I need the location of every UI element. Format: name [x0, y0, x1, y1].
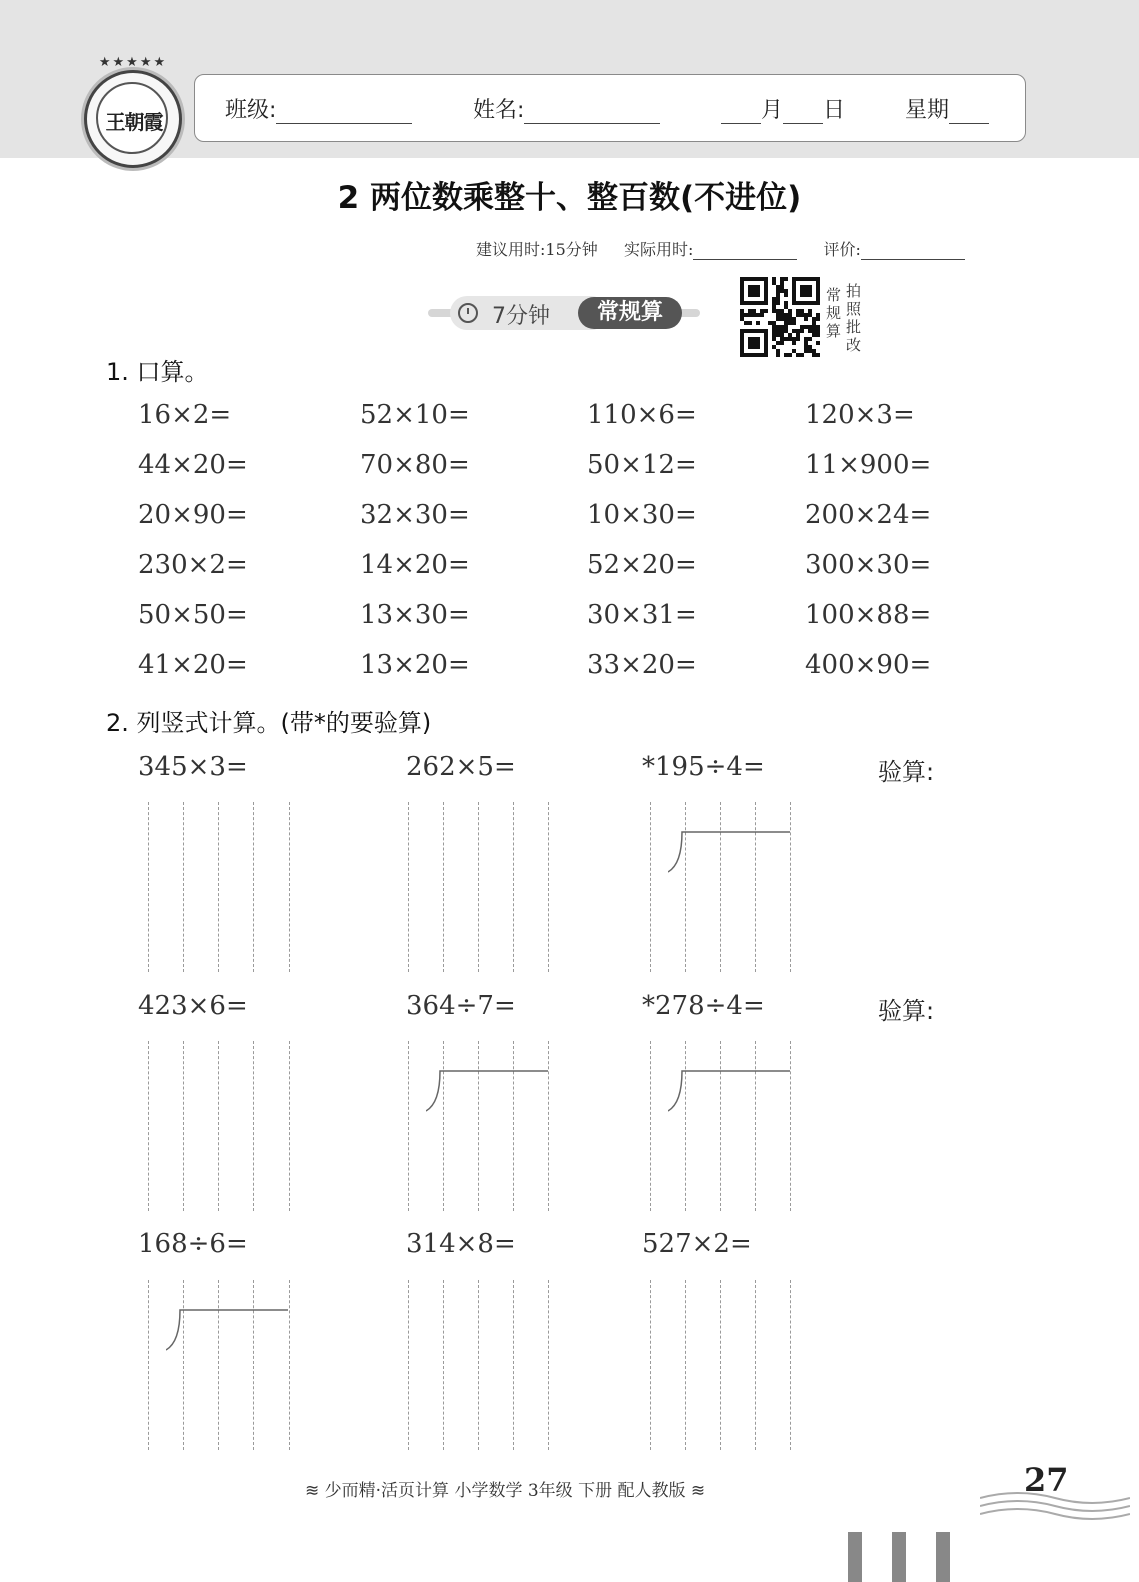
rating-blank[interactable]	[861, 241, 965, 260]
mental-math-problem: 50×12=	[587, 450, 697, 480]
workspace-guide-line	[218, 1280, 219, 1450]
page-number: 27	[1024, 1461, 1069, 1499]
workspace-guide-line	[685, 802, 686, 972]
badge-type: 常规算	[578, 297, 682, 329]
workspace-guide-line	[720, 1280, 721, 1450]
month-label: 月	[761, 98, 784, 123]
mental-math-problem: 33×20=	[587, 650, 697, 680]
workspace-guide-line	[755, 1041, 756, 1211]
mental-math-problem: 30×31=	[587, 600, 697, 630]
mental-math-problem: 110×6=	[587, 400, 697, 430]
workspace-guide-line	[755, 802, 756, 972]
workspace-guide-line	[650, 802, 651, 972]
badge-time: 7分钟	[492, 304, 550, 329]
workspace-guide-line	[183, 1041, 184, 1211]
vertical-calc-problem: 168÷6=	[138, 1229, 248, 1259]
workspace-guide-line	[650, 1041, 651, 1211]
rating-label: 评价:	[823, 240, 861, 259]
mental-math-problem: 400×90=	[805, 650, 932, 680]
workspace-guide-line	[478, 1280, 479, 1450]
mental-math-problem: 70×80=	[360, 450, 470, 480]
division-bracket-icon	[668, 1069, 798, 1115]
qr-label-photo: 拍照批改	[846, 282, 862, 354]
workspace-guide-line	[513, 802, 514, 972]
logo-inner-ring	[96, 82, 168, 154]
student-info-box	[194, 74, 1026, 142]
day-blank[interactable]	[783, 99, 823, 124]
workspace-guide-line	[720, 802, 721, 972]
workspace-guide-line	[790, 1280, 791, 1450]
star-row-icon: ★★★★★	[98, 55, 168, 70]
check-label-1: 验算:	[878, 758, 935, 786]
mental-math-problem: 14×20=	[360, 550, 470, 580]
workspace-guide-line	[148, 802, 149, 972]
mental-math-problem: 52×20=	[587, 550, 697, 580]
workspace-guide-line	[548, 802, 549, 972]
edge-tab-1	[848, 1532, 862, 1582]
timing-row	[476, 237, 965, 260]
name-label: 姓名:	[473, 98, 525, 123]
mental-math-problem: 13×30=	[360, 600, 470, 630]
workspace-guide-line	[685, 1280, 686, 1450]
month-blank[interactable]	[721, 99, 761, 124]
logo-text: 王朝霞	[105, 110, 163, 134]
time-badge	[428, 296, 700, 330]
mental-math-problem: 20×90=	[138, 500, 248, 530]
workspace-guide-line	[148, 1280, 149, 1450]
publisher-logo	[84, 55, 182, 168]
workspace-guide-line	[408, 1041, 409, 1211]
mental-math-problem: 200×24=	[805, 500, 932, 530]
class-field[interactable]	[225, 93, 412, 124]
check-label-2: 验算:	[878, 997, 935, 1025]
vertical-calc-problem: 364÷7=	[406, 991, 516, 1021]
workspace-guide-line	[218, 1041, 219, 1211]
page-title: 2 两位数乘整十、整百数(不进位)	[337, 180, 802, 216]
footer-text: ≋ 少而精·活页计算 小学数学 3年级 下册 配人教版 ≋	[305, 1481, 706, 1501]
mental-math-problem: 41×20=	[138, 650, 248, 680]
workspace-guide-line	[720, 1041, 721, 1211]
workspace-guide-line	[790, 1041, 791, 1211]
vertical-calc-problem: 314×8=	[406, 1229, 516, 1259]
mental-math-problem: 100×88=	[805, 600, 932, 630]
workspace-guide-line	[253, 802, 254, 972]
mental-math-problem: 32×30=	[360, 500, 470, 530]
mental-math-problem: 230×2=	[138, 550, 248, 580]
vertical-calc-problem: 423×6=	[138, 991, 248, 1021]
edge-tab-2	[892, 1532, 906, 1582]
vertical-calc-problem: 262×5=	[406, 752, 516, 782]
division-bracket-icon	[426, 1069, 556, 1115]
workspace-guide-line	[289, 1041, 290, 1211]
vertical-calc-problem: 527×2=	[642, 1229, 752, 1259]
workspace-guide-line	[513, 1280, 514, 1450]
workspace-guide-line	[408, 1280, 409, 1450]
workspace-guide-line	[790, 802, 791, 972]
clock-icon	[458, 303, 478, 323]
workspace-guide-line	[183, 802, 184, 972]
workspace-guide-line	[253, 1280, 254, 1450]
section2-heading: 2. 列竖式计算。(带*的要验算)	[106, 709, 432, 737]
workspace-guide-line	[443, 1041, 444, 1211]
workspace-guide-line	[183, 1280, 184, 1450]
class-label: 班级:	[225, 98, 277, 123]
weekday-blank[interactable]	[949, 99, 989, 124]
workspace-guide-line	[289, 802, 290, 972]
mental-math-problem: 120×3=	[805, 400, 915, 430]
workspace-guide-line	[548, 1280, 549, 1450]
workspace-guide-line	[478, 802, 479, 972]
workspace-guide-line	[755, 1280, 756, 1450]
workspace-guide-line	[443, 1280, 444, 1450]
vertical-calc-problem: 345×3=	[138, 752, 248, 782]
vertical-calc-problem: *278÷4=	[642, 991, 765, 1021]
workspace-guide-line	[650, 1280, 651, 1450]
day-label: 日	[823, 98, 846, 123]
workspace-guide-line	[443, 802, 444, 972]
vertical-calc-problem: *195÷4=	[642, 752, 765, 782]
workspace-guide-line	[685, 1041, 686, 1211]
workspace-guide-line	[218, 802, 219, 972]
class-blank[interactable]	[276, 99, 412, 124]
mental-math-problem: 16×2=	[138, 400, 232, 430]
mental-math-problem: 300×30=	[805, 550, 932, 580]
workspace-guide-line	[148, 1041, 149, 1211]
name-field[interactable]	[473, 93, 660, 124]
workspace-guide-line	[289, 1280, 290, 1450]
mental-math-problem: 11×900=	[805, 450, 932, 480]
edge-tab-3	[936, 1532, 950, 1582]
actual-time-label: 实际用时:	[623, 240, 694, 259]
division-bracket-icon	[668, 830, 798, 876]
division-bracket-icon	[166, 1308, 296, 1354]
mental-math-problem: 13×20=	[360, 650, 470, 680]
name-blank[interactable]	[524, 99, 660, 124]
mental-math-problem: 50×50=	[138, 600, 248, 630]
suggested-time: 建议用时:15分钟	[476, 240, 598, 259]
section1-heading: 1. 口算。	[106, 358, 209, 386]
workspace-guide-line	[408, 802, 409, 972]
workspace-guide-line	[478, 1041, 479, 1211]
mental-math-problem: 10×30=	[587, 500, 697, 530]
qr-code-icon[interactable]	[740, 277, 820, 357]
mental-math-problem: 52×10=	[360, 400, 470, 430]
weekday-label: 星期	[905, 98, 950, 123]
mental-math-problem: 44×20=	[138, 450, 248, 480]
qr-label-type: 常规算	[826, 286, 842, 340]
weekday-field[interactable]	[905, 93, 989, 124]
actual-time-blank[interactable]	[693, 241, 797, 260]
workspace-guide-line	[548, 1041, 549, 1211]
date-field[interactable]	[721, 93, 845, 124]
workspace-guide-line	[253, 1041, 254, 1211]
workspace-guide-line	[513, 1041, 514, 1211]
